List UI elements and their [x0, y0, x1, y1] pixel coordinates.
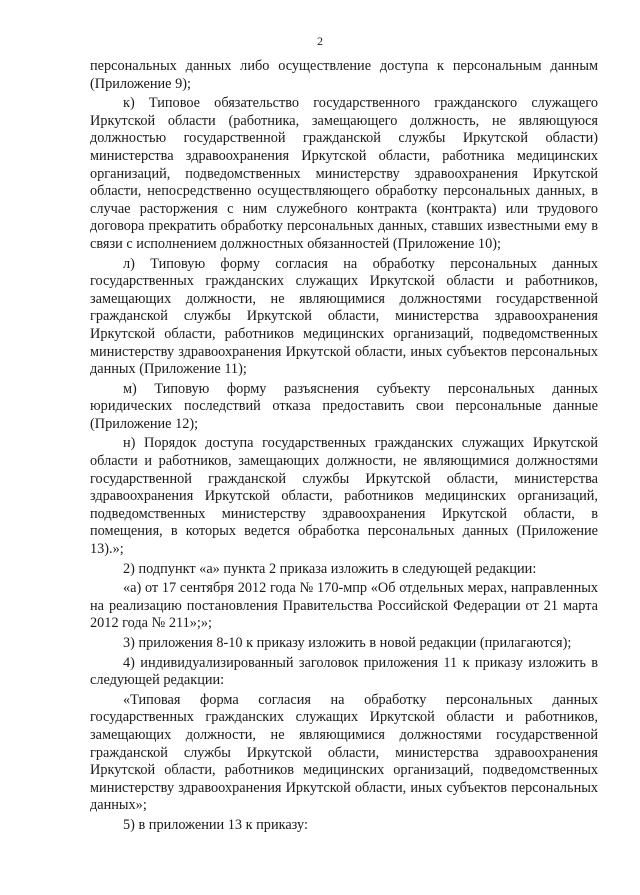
paragraph: 3) приложения 8-10 к приказу изложить в новой редакции (прилагаются); [123, 635, 572, 651]
paragraph: персональных данных либо осуществление доступа к персональным данным (Приложение 9); [90, 58, 598, 92]
paragraph: м) Типовую форму разъяснения субъекту персональных данных юридических последствий отказа предоставить свои персональные данные (Приложение 12); [90, 380, 598, 432]
paragraph: 4) индивидуализированный заголовок приложения 11 к приказу изложить в следующей редакции: [90, 654, 598, 689]
page-number: 2 [317, 34, 323, 48]
paragraph: 2) подпункт «а» пункта 2 приказа изложить в следующей редакции: [123, 560, 537, 577]
paragraph: к) Типовое обязательство государственного гражданского служащего Иркутской области (работника, замещающего должность, не являющуюся должностью государственной гражданской службы Иркутской области) министерства здравоохранения Иркутской области, работника медицинских организаций, подведомственных министерству здравоохранения Иркутской области, непосредственно осуществляющего обработку персональных данных, в случае расторжения с ним служебного контракта (контракта) или трудового договора прекратить обработку персональных данных, ставших известными ему в связи с исполнением должностных обязанностей (Приложение 10); [90, 95, 598, 252]
paragraph: л) Типовую форму согласия на обработку персональных данных государственных гражданских служащих Иркутской области и работников, замещающих должности, не являющимися должностями государственной гражданской службы Иркутской области, министерства здравоохранения Иркутской области, работников медицинских организаций, подведомственных министерству здравоохранения Иркутской области, иных субъектов персональных данных (Приложение 11); [90, 255, 598, 378]
paragraph: «а) от 17 сентября 2012 года № 170-мпр «Об отдельных мерах, направленных на реализацию постановления Правительства Российской Федерации от 21 марта 2012 года № 211»;»; [90, 580, 598, 632]
paragraph: 5) в приложении 13 к приказу: [123, 816, 308, 833]
document-body [90, 58, 598, 835]
paragraph: н) Порядок доступа государственных гражданских служащих Иркутской области и работников, замещающих должности, не являющимися должностями государственной гражданской службы Иркутской области, министерства здравоохранения Иркутской области, работников медицинских организаций, подведомственных министерству здравоохранения Иркутской области, в помещения, в которых ведется обработка персональных данных (Приложение 13).»; [90, 435, 598, 558]
paragraph: «Типовая форма согласия на обработку персональных данных государственных гражданских служащих Иркутской области и работников, замещающих должности, не являющимися должностями государственной гражданской службы Иркутской области, министерства здравоохранения Иркутской области, работников медицинских организаций, подведомственных министерству здравоохранения Иркутской области, иных субъектов персональных данных»; [90, 691, 598, 814]
